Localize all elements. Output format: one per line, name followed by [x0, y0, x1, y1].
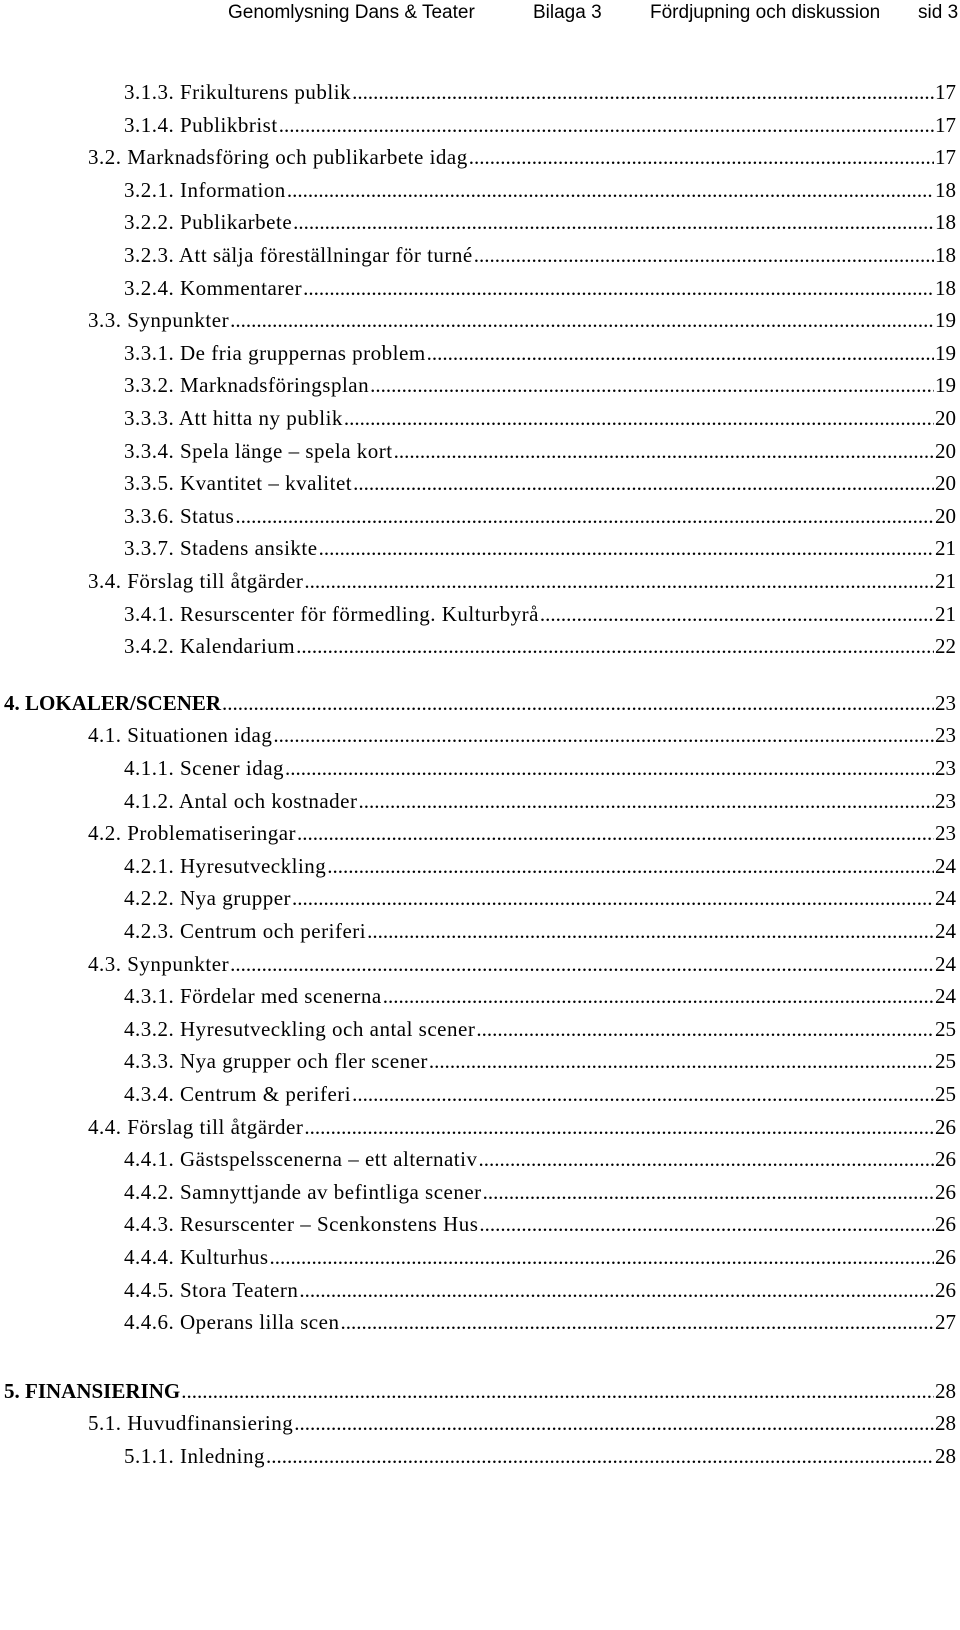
toc-dot-leader	[279, 113, 934, 138]
toc-entry	[0, 602, 956, 635]
toc-entry-page: 17	[935, 80, 956, 104]
toc-entry	[0, 854, 956, 887]
toc-entry-page: 19	[935, 373, 956, 398]
toc-entry	[0, 341, 956, 374]
header-document-title: Genomlysning Dans & Teater	[228, 2, 475, 23]
toc-dot-leader	[367, 919, 934, 944]
toc-dot-leader	[230, 308, 934, 333]
toc-dot-leader	[235, 504, 934, 529]
toc-entry-title: 3.2.3. Att sälja föreställningar för turné	[124, 243, 473, 267]
toc-dot-leader	[292, 886, 934, 911]
toc-entry-title: 3.3. Synpunkter	[88, 308, 230, 333]
toc-dot-leader	[483, 1180, 934, 1205]
toc-entry-title: 4.1.1. Scener idag	[124, 756, 285, 780]
toc-entry	[0, 1147, 956, 1180]
toc-entry	[0, 504, 956, 537]
toc-entry-page: 18	[935, 177, 956, 202]
toc-entry-title: 3.4.2. Kalendarium	[124, 634, 296, 659]
toc-dot-leader	[394, 439, 934, 464]
toc-dot-leader	[479, 1212, 934, 1237]
toc-entry-title: 3.3.6. Status	[124, 503, 235, 528]
toc-entry	[0, 1180, 956, 1213]
toc-dot-leader	[478, 1147, 934, 1172]
toc-dot-leader	[266, 1444, 934, 1469]
toc-entry-page: 25	[935, 1082, 956, 1106]
toc-entry	[0, 178, 956, 211]
toc-dot-leader	[383, 984, 934, 1009]
toc-dot-leader	[327, 854, 934, 879]
toc-entry-title: 3.2.4. Kommentarer	[124, 275, 303, 300]
toc-entry-title: 4.4.4. Kulturhus	[124, 1245, 269, 1269]
toc-entry	[0, 1444, 956, 1477]
toc-entry-page: 26	[935, 1212, 956, 1237]
toc-dot-leader	[296, 634, 934, 659]
toc-entry	[0, 210, 956, 243]
toc-entry	[0, 536, 956, 569]
toc-entry	[0, 1082, 956, 1115]
header-page-number: sid 3	[918, 2, 959, 23]
toc-entry-page: 21	[935, 601, 956, 626]
toc-entry	[0, 723, 956, 756]
toc-entry-title: 4.4.3. Resurscenter – Scenkonstens Hus	[124, 1212, 479, 1237]
toc-entry-page: 19	[935, 308, 956, 333]
toc-entry-page: 26	[935, 1114, 956, 1139]
toc-entry-page: 26	[935, 1245, 956, 1269]
toc-entry-page: 20	[935, 471, 956, 496]
header-section: Fördjupning och diskussion	[650, 2, 881, 23]
toc-entry-title: 3.3.4. Spela länge – spela kort	[124, 438, 393, 463]
toc-entry-page: 19	[935, 340, 956, 365]
toc-entry	[0, 821, 956, 854]
toc-entry-title: 4.1.2. Antal och kostnader	[124, 788, 358, 813]
toc-entry	[0, 145, 956, 178]
toc-entry-page: 27	[935, 1310, 956, 1335]
toc-dot-leader	[429, 1049, 934, 1074]
toc-entry	[0, 1049, 956, 1082]
toc-dot-leader	[540, 602, 934, 627]
toc-entry-title: 3.3.1. De fria gruppernas problem	[124, 340, 426, 365]
toc-entry-page: 20	[935, 503, 956, 528]
toc-entry-title: 4.4.5. Stora Teatern	[124, 1277, 299, 1302]
toc-entry-page: 24	[935, 951, 956, 976]
toc-entry-title: 3.3.5. Kvantitet – kvalitet	[124, 471, 353, 496]
toc-entry-page: 28	[935, 1411, 956, 1436]
toc-entry-page: 26	[935, 1277, 956, 1302]
toc-entry-page: 23	[935, 723, 956, 748]
toc-entry-page: 23	[935, 756, 956, 780]
toc-dot-leader	[474, 243, 934, 268]
toc-entry-title: 3.2.2. Publikarbete	[124, 210, 293, 235]
toc-entry-title: 4.2. Problematiseringar	[88, 821, 297, 846]
toc-entry-title: 3.1.4. Publikbrist	[124, 112, 278, 137]
toc-dot-leader	[353, 471, 934, 496]
toc-dot-leader	[297, 821, 934, 846]
toc-entry	[0, 1017, 956, 1050]
toc-entry-page: 20	[935, 406, 956, 430]
toc-dot-leader	[340, 1310, 934, 1335]
toc-entry-title: 3.2.1. Information	[124, 177, 286, 202]
toc-entry-page: 24	[935, 853, 956, 878]
toc-entry-page: 23	[935, 821, 956, 846]
toc-entry-page: 21	[935, 569, 956, 593]
toc-entry	[0, 1115, 956, 1148]
toc-entry-title: 5. FINANSIERING	[4, 1378, 181, 1403]
toc-dot-leader	[427, 341, 934, 366]
toc-dot-leader	[352, 80, 934, 105]
toc-entry-page: 24	[935, 886, 956, 911]
toc-entry-page: 18	[935, 243, 956, 267]
toc-entry-title: 3.3.3. Att hitta ny publik	[124, 406, 343, 430]
toc-entry	[0, 113, 956, 146]
toc-entry-title: 4.2.3. Centrum och periferi	[124, 919, 367, 943]
toc-dot-leader	[287, 178, 934, 203]
toc-dot-leader	[299, 1278, 934, 1303]
toc-entry-page: 17	[935, 112, 956, 137]
toc-dot-leader	[285, 756, 934, 781]
toc-entry-title: 4.1. Situationen idag	[88, 723, 273, 748]
toc-dot-leader	[344, 406, 934, 431]
toc-entry-page: 23	[935, 690, 956, 715]
toc-entry-page: 17	[935, 145, 956, 170]
toc-entry	[0, 569, 956, 602]
toc-entry	[0, 308, 956, 341]
toc-dot-leader	[270, 1245, 935, 1270]
toc-entry-page: 18	[935, 275, 956, 300]
toc-dot-leader	[222, 691, 934, 716]
toc-entry	[0, 406, 956, 439]
toc-entry-page: 22	[935, 634, 956, 659]
toc-dot-leader	[303, 276, 934, 301]
toc-entry-page: 26	[935, 1179, 956, 1204]
header-appendix: Bilaga 3	[533, 2, 602, 23]
toc-entry	[0, 789, 956, 822]
toc-entry-page: 28	[935, 1444, 956, 1468]
toc-entry-page: 24	[935, 984, 956, 1009]
toc-chapter-entry	[0, 691, 956, 724]
toc-entry	[0, 439, 956, 472]
toc-entry-title: 4.3.4. Centrum & periferi	[124, 1082, 352, 1106]
toc-dot-leader	[273, 723, 934, 748]
toc-entry-title: 4. LOKALER/SCENER	[4, 690, 222, 715]
toc-dot-leader	[476, 1017, 934, 1042]
toc-entry	[0, 243, 956, 276]
toc-entry	[0, 952, 956, 985]
toc-entry-title: 3.4.1. Resurscenter för förmedling. Kulturbyrå	[124, 601, 539, 626]
toc-entry	[0, 919, 956, 952]
toc-entry-title: 4.4. Förslag till åtgärder	[88, 1114, 304, 1139]
toc-entry-title: 4.4.1. Gästspelsscenerna – ett alternativ	[124, 1147, 478, 1172]
toc-entry-title: 4.4.6. Operans lilla scen	[124, 1310, 340, 1335]
toc-dot-leader	[319, 536, 934, 561]
toc-entry-title: 5.1. Huvudfinansiering	[88, 1411, 294, 1436]
toc-entry-title: 4.2.2. Nya grupper	[124, 886, 292, 911]
toc-entry	[0, 634, 956, 667]
toc-entry-page: 21	[935, 536, 956, 561]
toc-entry-title: 4.3.2. Hyresutveckling och antal scener	[124, 1016, 476, 1041]
toc-dot-leader	[304, 1115, 934, 1140]
toc-entry	[0, 1212, 956, 1245]
toc-dot-leader	[469, 145, 934, 170]
toc-dot-leader	[370, 373, 934, 398]
toc-entry-page: 28	[935, 1378, 956, 1403]
toc-entry-title: 4.4.2. Samnyttjande av befintliga scener	[124, 1179, 482, 1204]
toc-entry-title: 3.3.7. Stadens ansikte	[124, 536, 318, 561]
toc-entry-title: 4.3.1. Fördelar med scenerna	[124, 984, 382, 1009]
toc-chapter-entry	[0, 1379, 956, 1412]
toc-dot-leader	[304, 569, 934, 594]
toc-entry-title: 5.1.1. Inledning	[124, 1444, 265, 1468]
toc-entry-page: 24	[935, 919, 956, 943]
toc-entry	[0, 756, 956, 789]
toc-entry	[0, 471, 956, 504]
toc-entry	[0, 1411, 956, 1444]
toc-entry-page: 26	[935, 1147, 956, 1172]
toc-dot-leader	[181, 1379, 934, 1404]
toc-entry	[0, 80, 956, 113]
page-header	[0, 0, 960, 40]
toc-entry	[0, 1245, 956, 1278]
toc-entry-title: 3.1.3. Frikulturens publik	[124, 80, 352, 104]
toc-entry-page: 25	[935, 1049, 956, 1074]
toc-dot-leader	[230, 952, 934, 977]
toc-entry-page: 18	[935, 210, 956, 235]
toc-entry-title: 4.3. Synpunkter	[88, 951, 230, 976]
toc-entry-page: 20	[935, 438, 956, 463]
toc-entry-title: 4.2.1. Hyresutveckling	[124, 853, 327, 878]
toc-entry-page: 25	[935, 1016, 956, 1041]
toc-dot-leader	[352, 1082, 934, 1107]
toc-entry-title: 3.3.2. Marknadsföringsplan	[124, 373, 370, 398]
toc-entry	[0, 1278, 956, 1311]
toc-entry	[0, 276, 956, 309]
toc-dot-leader	[294, 1411, 934, 1436]
toc-entry	[0, 373, 956, 406]
toc-entry-page: 23	[935, 788, 956, 813]
toc-dot-leader	[293, 210, 934, 235]
toc-entry	[0, 886, 956, 919]
toc-entry	[0, 1310, 956, 1343]
toc-entry-title: 4.3.3. Nya grupper och fler scener	[124, 1049, 428, 1074]
toc-dot-leader	[358, 789, 934, 814]
toc-entry-title: 3.4. Förslag till åtgärder	[88, 569, 304, 593]
toc-entry	[0, 984, 956, 1017]
toc-entry-title: 3.2. Marknadsföring och publikarbete idag	[88, 145, 468, 170]
